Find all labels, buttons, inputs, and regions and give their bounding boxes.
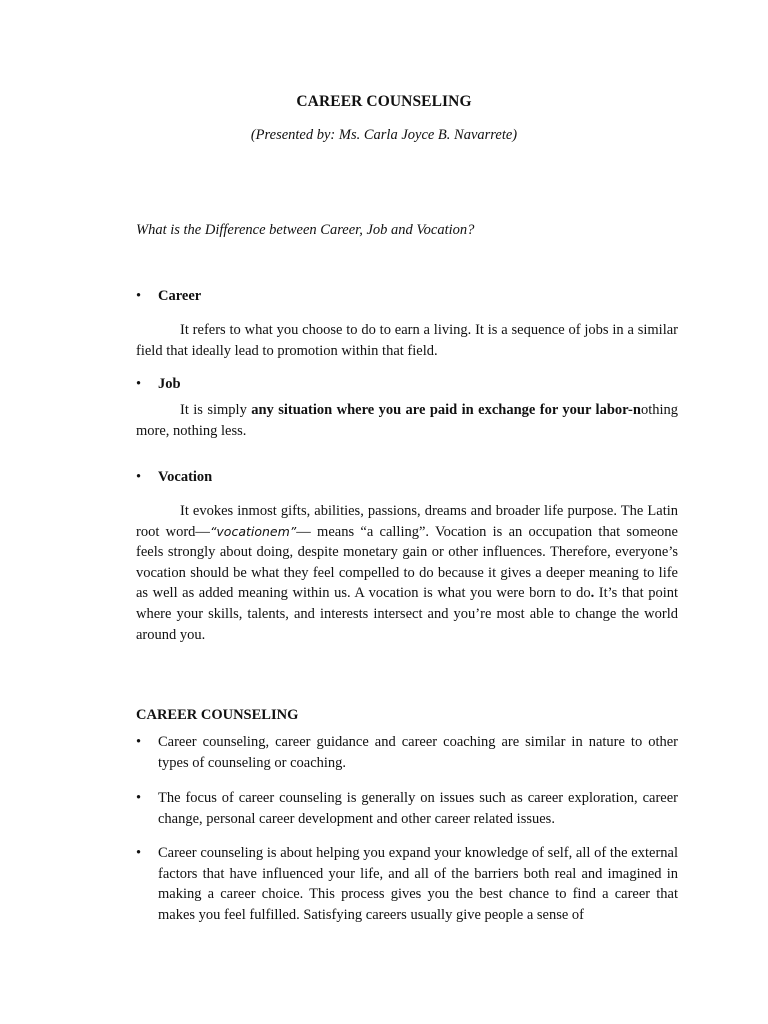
- counseling-point-1: [136, 732, 678, 773]
- section-question: What is the Difference between Career, Job and Vocation?: [136, 222, 475, 238]
- bullet-glyph: •: [136, 469, 142, 485]
- vocation-text-1: It evokes inmost gifts, abilities, passions, dreams and broader life purpose. The Latin root word—: [136, 503, 678, 540]
- term-job-label: Job: [158, 376, 181, 392]
- bullet-glyph: •: [136, 734, 142, 750]
- term-vocation-definition: [136, 501, 678, 645]
- job-definition-emphasis: any situation where you are paid in exchange for your labor-n: [251, 402, 641, 418]
- counseling-point-3: [136, 843, 678, 925]
- bullet-glyph: •: [136, 790, 142, 806]
- career-definition-text: It refers to what you choose to do to earn a living. It is a sequence of jobs in a similar field that ideally lead to promotion within that field.: [136, 322, 678, 359]
- term-job-heading: [136, 376, 181, 393]
- counseling-point-text: The focus of career counseling is generally on issues such as career exploration, career change, personal career development and other career related issues.: [158, 790, 678, 827]
- job-definition-tail: othing more, nothing less.: [136, 402, 678, 439]
- counseling-heading: CAREER COUNSELING: [136, 707, 299, 723]
- job-definition-lead: It is simply: [180, 402, 252, 418]
- bullet-glyph: •: [136, 845, 142, 861]
- counseling-point-text: Career counseling, career guidance and career coaching are similar in nature to other types of counseling or coaching.: [158, 734, 678, 771]
- term-job-definition: [136, 400, 678, 441]
- document-title: CAREER COUNSELING: [296, 93, 472, 110]
- counseling-point-text: Career counseling is about helping you expand your knowledge of self, all of the external factors that have influenced your life, and all of the barriers both real and imagined in making a career choice. This process gives you the best chance to find a career that makes you feel fulfilled. Satisfying careers usually give people a sense of: [158, 845, 678, 923]
- counseling-point-2: [136, 788, 678, 829]
- term-vocation-label: Vocation: [158, 469, 213, 485]
- vocation-period: .: [590, 585, 595, 602]
- term-career-heading: [136, 288, 201, 305]
- term-career-label: Career: [158, 288, 202, 304]
- vocation-text-3: It’s that point where your skills, talents, and interests intersect and you’re most able to change the world around you.: [136, 585, 678, 643]
- term-vocation-heading: [136, 469, 212, 486]
- vocation-latin-word: “vocationem”: [209, 523, 297, 539]
- presenter-line: (Presented by: Ms. Carla Joyce B. Navarrete): [250, 127, 518, 143]
- bullet-glyph: •: [136, 288, 142, 304]
- vocation-text-2: — means “a calling”. Vocation is an occupation that someone feels strongly about doing, despite monetary gain or other influences. Therefore, everyone’s vocation should be what they feel compelled to do because it gives a deeper meaning to life as well as added meaning within us. A vocation is what you were born to do: [136, 523, 678, 602]
- bullet-glyph: •: [136, 376, 142, 392]
- term-career-definition: [136, 320, 678, 361]
